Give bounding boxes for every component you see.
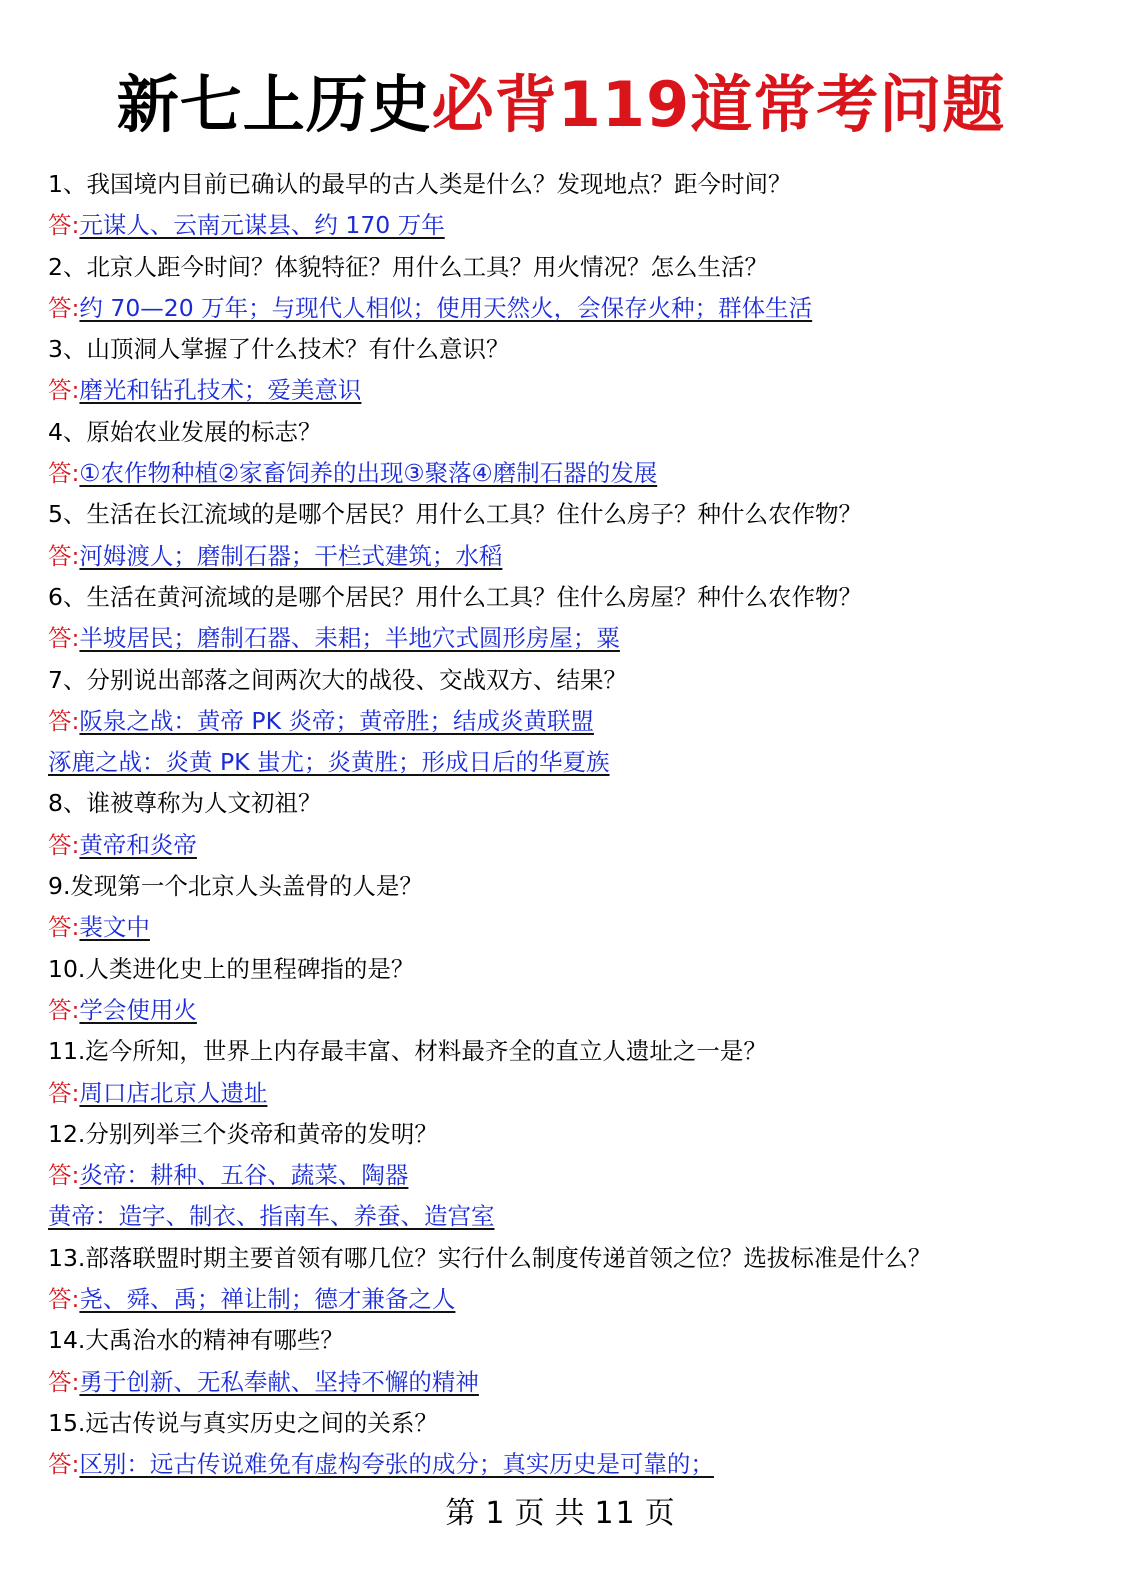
question-line <box>48 577 1098 618</box>
answer-text: 涿鹿之战：炎黄 PK 蚩尤；炎黄胜；形成日后的华夏族 <box>48 748 610 777</box>
answer-continuation-line <box>48 742 1098 783</box>
answer-text: 区别：远古传说难免有虚构夸张的成分；真实历史是可靠的； <box>79 1450 714 1479</box>
answer-line <box>48 536 1098 577</box>
question-line <box>48 494 1098 535</box>
question-line <box>48 783 1098 824</box>
answer-prefix: 答: <box>48 1367 80 1396</box>
answer-text: 尧、舜、禹；禅让制；德才兼备之人 <box>79 1285 456 1314</box>
answer-text: 约 70—20 万年；与现代人相似；使用天然火，会保存火种；群体生活 <box>79 293 813 322</box>
answer-text: 河姆渡人；磨制石器；干栏式建筑；水稻 <box>79 541 503 570</box>
answer-text: 黄帝：造字、制衣、指南车、养蚕、造宫室 <box>48 1202 495 1231</box>
answer-line <box>48 907 1098 948</box>
answer-line <box>48 205 1098 246</box>
question-line <box>48 1114 1098 1155</box>
answer-text: 磨光和钻孔技术；爱美意识 <box>79 376 362 405</box>
answer-text: 半坡居民；磨制石器、耒耜；半地穴式圆形房屋；粟 <box>79 624 620 653</box>
answer-line <box>48 825 1098 866</box>
answer-continuation-line <box>48 1196 1098 1237</box>
question-text: 1、我国境内目前已确认的最早的古人类是什么？发现地点？距今时间？ <box>48 170 792 198</box>
answer-line <box>48 990 1098 1031</box>
footer-word: 第 <box>445 1496 478 1531</box>
title-red-part: 必背119道常考问题 <box>431 68 1006 141</box>
answer-prefix: 答: <box>48 913 80 942</box>
answer-text: ①农作物种植②家畜饲养的出现③聚落④磨制石器的发展 <box>79 459 658 488</box>
question-text: 12.分别列举三个炎帝和黄帝的发明？ <box>48 1119 438 1148</box>
question-text: 11.迄今所知，世界上内存最丰富、材料最齐全的直立人遗址之一是？ <box>48 1037 767 1066</box>
answer-text: 元谋人、云南元谋县、约 170 万年 <box>79 211 445 240</box>
footer-word: 共 <box>554 1496 587 1531</box>
answer-text: 周口店北京人遗址 <box>79 1078 268 1107</box>
question-line <box>48 1238 1098 1279</box>
answer-text: 炎帝：耕种、五谷、蔬菜、陶器 <box>79 1161 409 1190</box>
question-text: 14.大禹治水的精神有哪些？ <box>48 1326 344 1355</box>
answer-text: 阪泉之战：黄帝 PK 炎帝；黄帝胜；结成炎黄联盟 <box>79 706 594 735</box>
question-line <box>48 412 1098 453</box>
answer-line <box>48 1444 1098 1485</box>
question-line <box>48 1320 1098 1361</box>
answer-line <box>48 701 1098 742</box>
title-black-part: 新七上历史 <box>116 68 432 141</box>
answer-prefix: 答: <box>48 1285 80 1314</box>
question-line <box>48 660 1098 701</box>
question-line <box>48 866 1098 907</box>
footer-page-number: 1 <box>485 1496 507 1531</box>
question-text: 8、谁被尊称为人文初祖？ <box>48 789 322 818</box>
question-text: 9.发现第一个北京人头盖骨的人是？ <box>48 872 423 901</box>
footer-word: 页 <box>644 1496 677 1531</box>
answer-prefix: 答: <box>48 1450 80 1479</box>
question-text: 15.远古传说与真实历史之间的关系？ <box>48 1408 438 1437</box>
answer-text: 黄帝和炎帝 <box>79 830 197 859</box>
answer-prefix: 答: <box>48 1161 80 1190</box>
question-line <box>48 1031 1098 1072</box>
answer-line <box>48 618 1098 659</box>
answer-prefix: 答: <box>48 293 80 322</box>
page-footer <box>0 1492 1122 1536</box>
question-text: 10.人类进化史上的里程碑指的是？ <box>48 954 415 983</box>
qa-list <box>48 164 1098 1486</box>
answer-text: 勇于创新、无私奉献、坚持不懈的精神 <box>79 1367 479 1396</box>
answer-line <box>48 1362 1098 1403</box>
footer-total-pages: 11 <box>594 1496 637 1531</box>
answer-prefix: 答: <box>48 995 80 1024</box>
page-title <box>0 62 1122 148</box>
answer-prefix: 答: <box>48 706 80 735</box>
answer-prefix: 答: <box>48 1078 80 1107</box>
answer-line <box>48 1155 1098 1196</box>
answer-prefix: 答: <box>48 459 80 488</box>
answer-prefix: 答: <box>48 376 80 405</box>
question-line <box>48 1403 1098 1444</box>
question-line <box>48 164 1098 205</box>
answer-prefix: 答: <box>48 211 80 240</box>
question-line <box>48 247 1098 288</box>
question-text: 3、山顶洞人掌握了什么技术？有什么意识？ <box>48 335 510 364</box>
answer-line <box>48 370 1098 411</box>
answer-prefix: 答: <box>48 541 80 570</box>
answer-line <box>48 1073 1098 1114</box>
answer-text: 裴文中 <box>79 913 150 942</box>
question-text: 6、生活在黄河流域的是哪个居民？用什么工具？住什么房屋？种什么农作物？ <box>48 582 862 611</box>
footer-word: 页 <box>514 1496 547 1531</box>
question-text: 2、北京人距今时间？体貌特征？用什么工具？用火情况？怎么生活？ <box>48 252 768 281</box>
question-line <box>48 949 1098 990</box>
question-text: 13.部落联盟时期主要首领有哪几位？实行什么制度传递首领之位？选拔标准是什么？ <box>48 1243 932 1272</box>
answer-text: 学会使用火 <box>79 995 197 1024</box>
answer-prefix: 答: <box>48 830 80 859</box>
question-text: 7、分别说出部落之间两次大的战役、交战双方、结果？ <box>48 665 627 694</box>
question-line <box>48 329 1098 370</box>
question-text: 5、生活在长江流域的是哪个居民？用什么工具？住什么房子？种什么农作物？ <box>48 500 862 529</box>
answer-line <box>48 288 1098 329</box>
answer-line <box>48 453 1098 494</box>
question-text: 4、原始农业发展的标志？ <box>48 417 322 446</box>
answer-line <box>48 1279 1098 1320</box>
answer-prefix: 答: <box>48 624 80 653</box>
